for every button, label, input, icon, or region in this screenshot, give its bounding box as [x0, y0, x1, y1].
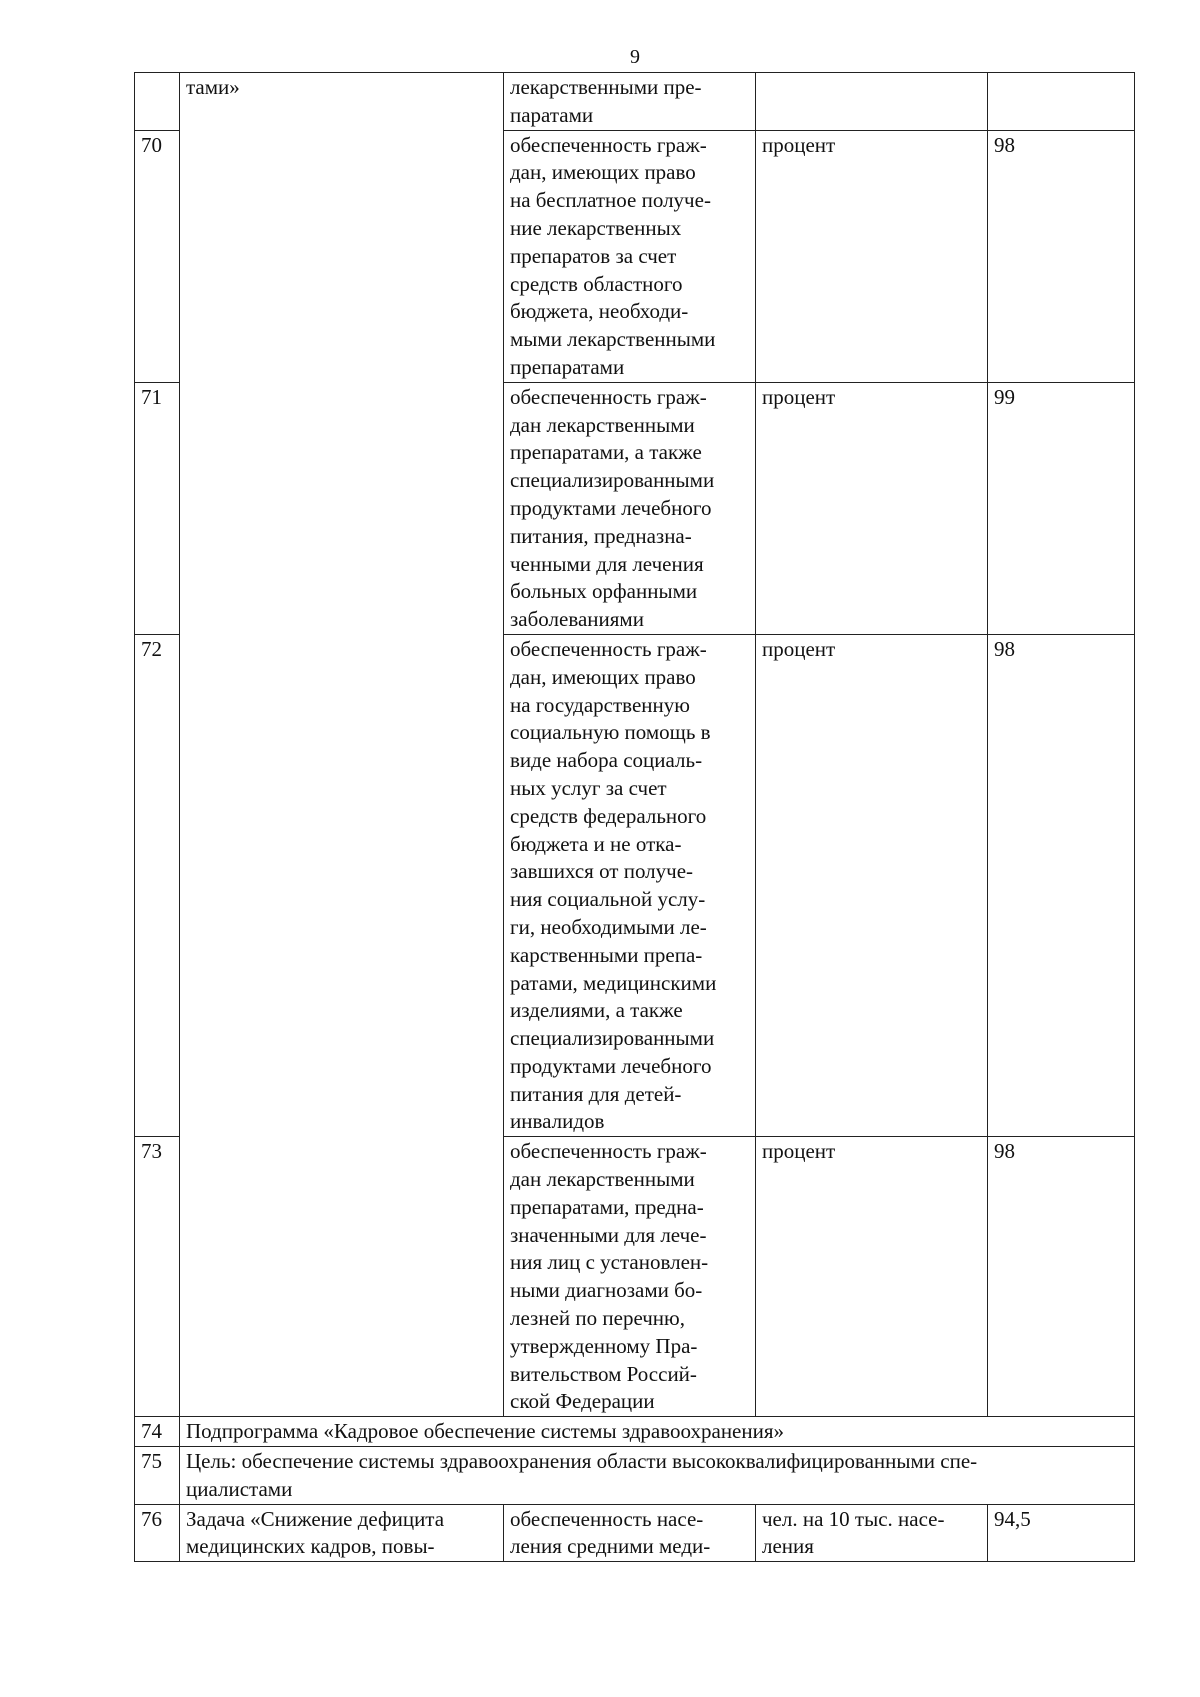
desc-line: дан лекарственными: [510, 412, 695, 437]
table-row: [135, 1504, 1135, 1562]
row-number: 72: [135, 634, 180, 1136]
desc-line: вительством Россий-: [510, 1361, 697, 1386]
subprogram-title: [180, 1417, 1135, 1447]
desc-line: виде набора социаль-: [510, 748, 703, 773]
desc-line: ги, необходимыми ле-: [510, 914, 707, 939]
value-cell: 98: [988, 1137, 1135, 1417]
indicator-description: [504, 1504, 756, 1562]
desc-line: обеспеченность граж-: [510, 384, 707, 409]
desc-line: препаратами, а также: [510, 440, 702, 465]
task-text: тами»: [186, 75, 240, 99]
row-number: 76: [135, 1504, 180, 1562]
row-number: 70: [135, 130, 180, 382]
desc-line: лезней по перечню,: [510, 1306, 685, 1331]
desc-line: питания, предназна-: [510, 523, 692, 548]
desc-line: бюджета и не отка-: [510, 831, 682, 856]
desc-line: социальную помощь в: [510, 720, 711, 745]
unit-line: чел. на 10 тыс. насе-: [762, 1506, 945, 1531]
desc-line: продуктами лечебного: [510, 1053, 712, 1078]
unit-cell: процент: [756, 634, 988, 1136]
desc-line: обеспеченность граж-: [510, 132, 707, 157]
desc-line: значенными для лече-: [510, 1222, 707, 1247]
desc-line: обеспеченность граж-: [510, 636, 707, 661]
desc-line: ных услуг за счет: [510, 775, 667, 800]
value-cell: 99: [988, 382, 1135, 634]
desc-line: средств областного: [510, 271, 683, 296]
desc-line: заболеваниями: [510, 607, 644, 632]
goal-line: циалистами: [186, 1476, 293, 1501]
desc-line: специализированными: [510, 468, 715, 493]
desc-line: специализированными: [510, 1026, 715, 1051]
task-line: медицинских кадров, повы-: [186, 1534, 435, 1559]
desc-line: обеспеченность граж-: [510, 1139, 707, 1164]
value-cell: 98: [988, 130, 1135, 382]
unit-cell: процент: [756, 382, 988, 634]
subprogram-text: Подпрограмма «Кадровое обеспечение системы здравоохранения»: [186, 1419, 785, 1444]
unit-cell: [756, 73, 988, 131]
desc-line: препаратами, предна-: [510, 1194, 704, 1219]
desc-line: обеспеченность насе-: [510, 1506, 704, 1531]
desc-line: на бесплатное получе-: [510, 188, 711, 213]
desc-line: препаратами: [510, 354, 625, 379]
unit-line: ления: [762, 1534, 814, 1559]
desc-line: больных орфанными: [510, 579, 698, 604]
row-number: 75: [135, 1447, 180, 1505]
indicator-description: [504, 73, 756, 131]
task-cell: [180, 1504, 504, 1562]
desc-line: паратами: [510, 102, 594, 127]
row-number: 71: [135, 382, 180, 634]
indicator-description: [504, 634, 756, 1136]
desc-line: мыми лекарственными: [510, 327, 716, 352]
desc-line: ния лиц с установлен-: [510, 1250, 709, 1275]
row-number: [135, 73, 180, 131]
row-number: 74: [135, 1417, 180, 1447]
desc-line: лекарственными пре-: [510, 75, 702, 99]
desc-line: ние лекарственных: [510, 215, 682, 240]
goal-line: Цель: обеспечение системы здравоохранения области высококвалифицированными спе-: [186, 1449, 978, 1474]
unit-cell: процент: [756, 130, 988, 382]
value-cell: 98: [988, 634, 1135, 1136]
desc-line: инвалидов: [510, 1109, 605, 1134]
value-cell: [988, 73, 1135, 131]
desc-line: ченными для лечения: [510, 551, 704, 576]
row-number: 73: [135, 1137, 180, 1417]
table-row: [135, 73, 1135, 131]
desc-line: ния социальной услу-: [510, 887, 706, 912]
indicator-description: [504, 130, 756, 382]
desc-line: дан, имеющих право: [510, 664, 696, 689]
indicator-description: [504, 1137, 756, 1417]
desc-line: дан, имеющих право: [510, 160, 696, 185]
unit-cell: [756, 1504, 988, 1562]
value-cell: 94,5: [988, 1504, 1135, 1562]
table-row: [135, 1447, 1135, 1505]
desc-line: ления средними меди-: [510, 1534, 711, 1559]
desc-line: утвержденному Пра-: [510, 1333, 698, 1358]
desc-line: дан лекарственными: [510, 1167, 695, 1192]
desc-line: продуктами лечебного: [510, 495, 712, 520]
unit-cell: процент: [756, 1137, 988, 1417]
desc-line: карственными препа-: [510, 942, 703, 967]
desc-line: бюджета, необходи-: [510, 299, 689, 324]
desc-line: питания для детей-: [510, 1081, 682, 1106]
desc-line: завшихся от получе-: [510, 859, 694, 884]
indicator-table: [134, 72, 1135, 1562]
page-number: 9: [630, 46, 640, 68]
table-row: [135, 1417, 1135, 1447]
desc-line: ратами, медицинскими: [510, 970, 717, 995]
task-cell: [180, 73, 504, 1417]
goal-cell: [180, 1447, 1135, 1505]
task-line: Задача «Снижение дефицита: [186, 1506, 445, 1531]
desc-line: препаратов за счет: [510, 243, 677, 268]
desc-line: ными диагнозами бо-: [510, 1278, 703, 1303]
indicator-description: [504, 382, 756, 634]
desc-line: ской Федерации: [510, 1389, 655, 1414]
desc-line: средств федерального: [510, 803, 707, 828]
desc-line: изделиями, а также: [510, 998, 683, 1023]
desc-line: на государственную: [510, 692, 690, 717]
